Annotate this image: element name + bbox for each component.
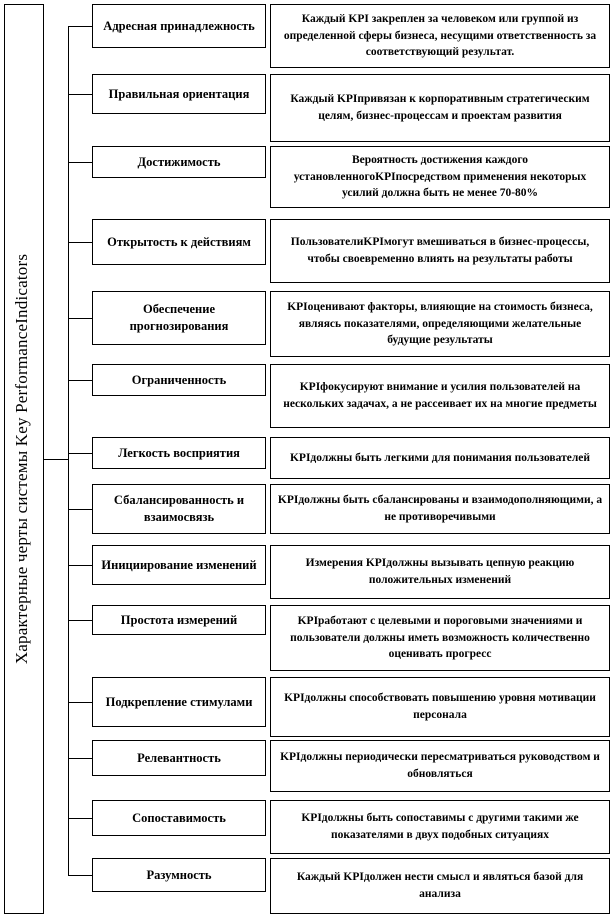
branch-connector xyxy=(68,453,92,454)
feature-box: Легкость восприятия xyxy=(92,437,266,469)
branch-connector xyxy=(68,702,92,703)
feature-box: Ограниченность xyxy=(92,364,266,396)
branch-connector xyxy=(68,620,92,621)
branch-connector xyxy=(68,242,92,243)
trunk-connector xyxy=(68,26,69,875)
description-box: Каждый KPI закреплен за человеком или группой из определенной сферы бизнеса, несущими ответственность за соответствующий результат. xyxy=(270,4,610,68)
description-box: Каждый KPIпривязан к корпоративным стратегическим целям, бизнес-процессам и проектам развития xyxy=(270,74,610,142)
feature-box: Сопоставимость xyxy=(92,800,266,836)
branch-connector xyxy=(68,380,92,381)
branch-connector xyxy=(68,162,92,163)
branch-connector xyxy=(68,318,92,319)
root-label: Характерные черты системы Key PerformanceIndicators xyxy=(12,253,31,665)
feature-box: Обеспечение прогнозирования xyxy=(92,291,266,345)
branch-connector xyxy=(68,818,92,819)
feature-box: Подкрепление стимулами xyxy=(92,677,266,727)
description-box: KPIработают с целевыми и пороговыми значениями и пользователи должны иметь возможность количественно оценивать прогресс xyxy=(270,605,610,671)
feature-box: Релевантность xyxy=(92,740,266,776)
description-box: Измерения KPIдолжны вызывать цепную реакцию положительных изменений xyxy=(270,545,610,599)
description-box: KPIоценивают факторы, влияющие на стоимость бизнеса, являясь показателями, определяющими желательные будущие результаты xyxy=(270,291,610,357)
branch-connector xyxy=(68,875,92,876)
feature-box: Адресная принадлежность xyxy=(92,4,266,48)
description-box: KPIдолжны быть легкими для понимания пользователей xyxy=(270,437,610,479)
feature-box: Инициирование изменений xyxy=(92,545,266,585)
feature-box: Правильная ориентация xyxy=(92,74,266,114)
branch-connector xyxy=(68,26,92,27)
root-connector xyxy=(44,459,68,460)
branch-connector xyxy=(68,94,92,95)
description-box: KPIдолжны быть сбалансированы и взаимодополняющими, а не противоречивыми xyxy=(270,484,610,534)
branch-connector xyxy=(68,509,92,510)
description-box: KPIдолжны способствовать повышению уровня мотивации персонала xyxy=(270,677,610,737)
feature-box: Открытость к действиям xyxy=(92,219,266,265)
branch-connector xyxy=(68,758,92,759)
description-box: ПользователиKPIмогут вмешиваться в бизнес-процессы, чтобы своевременно влиять на результаты работы xyxy=(270,219,610,283)
description-box: Каждый KPIдолжен нести смысл и являться базой для анализа xyxy=(270,858,610,914)
description-box: KPIфокусируют внимание и усилия пользователей на нескольких задачах, а не рассеивает их на многие предметы xyxy=(270,364,610,428)
description-box: KPIдолжны периодически пересматриваться руководством и обновляться xyxy=(270,740,610,792)
feature-box: Разумность xyxy=(92,858,266,892)
feature-box: Простота измерений xyxy=(92,605,266,635)
feature-box: Достижимость xyxy=(92,146,266,178)
branch-connector xyxy=(68,565,92,566)
description-box: Вероятность достижения каждого установленногоKPIпосредством применения некоторых усилий должна быть не менее 70-80% xyxy=(270,146,610,208)
feature-box: Сбалансированность и взаимосвязь xyxy=(92,484,266,534)
description-box: KPIдолжны быть сопоставимы с другими такими же показателями в двух подобных ситуациях xyxy=(270,800,610,854)
